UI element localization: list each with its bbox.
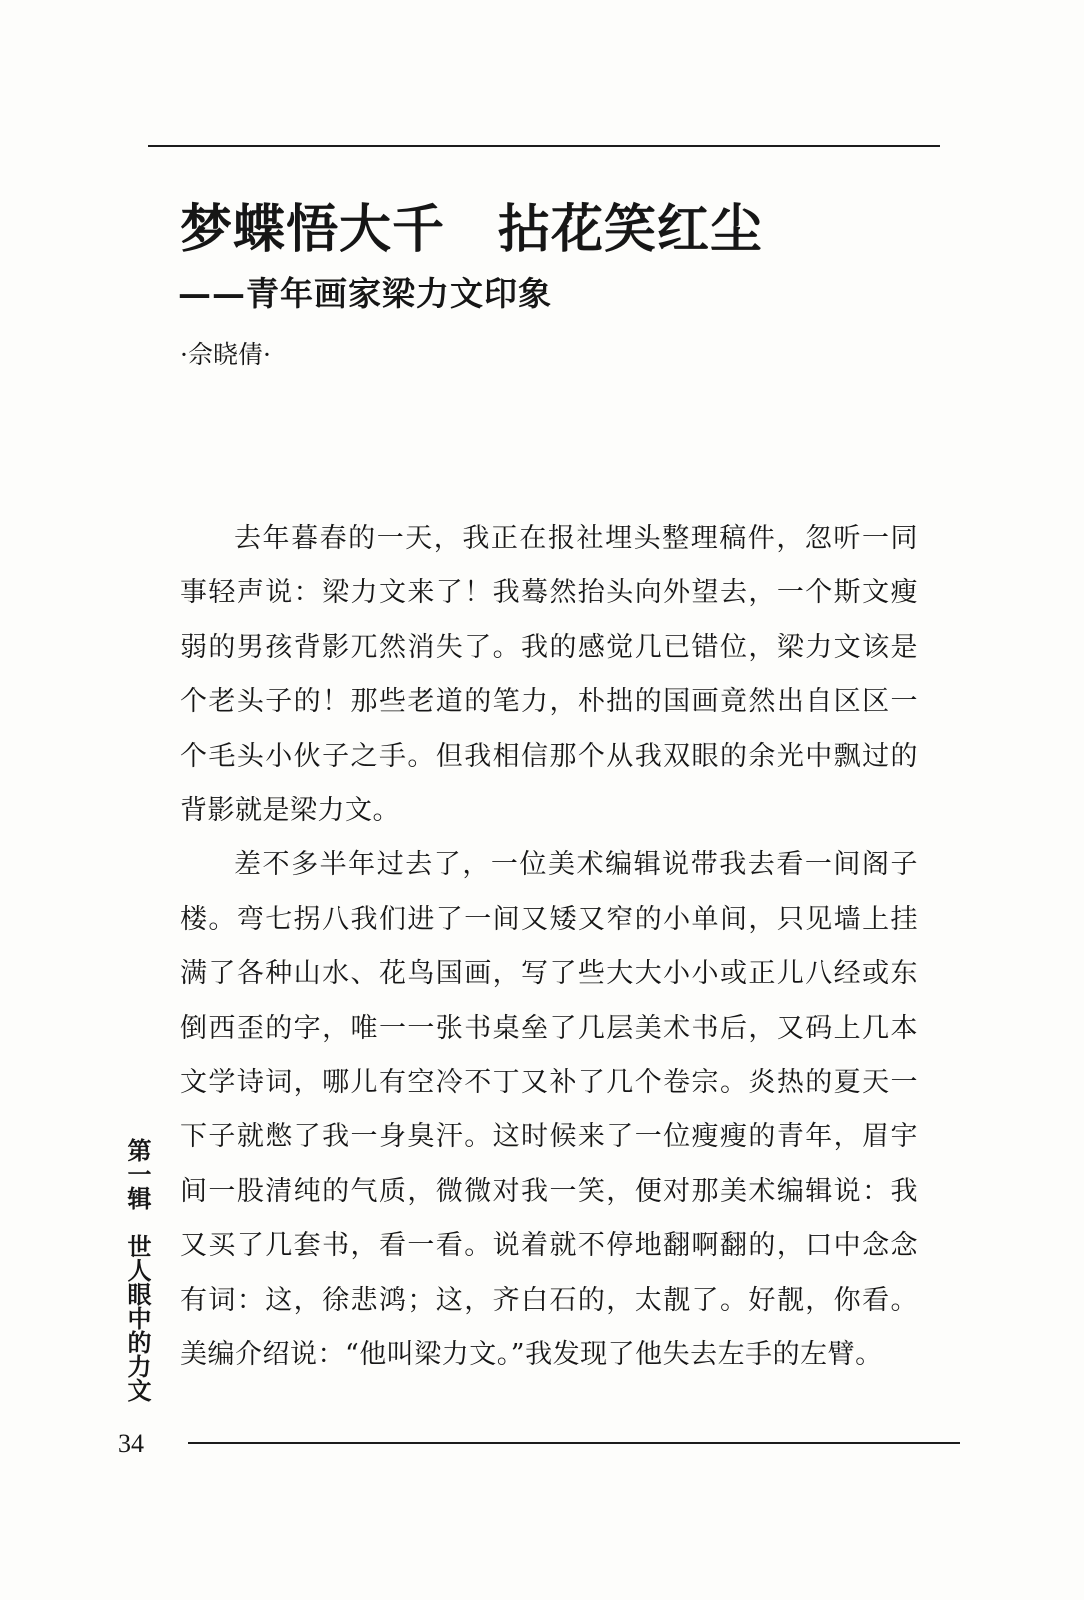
article-title: 梦蝶悟大千 拈花笑红尘 xyxy=(180,200,764,260)
article-author: ·佘晓倩· xyxy=(180,340,271,369)
article-subtitle: ——青年画家梁力文印象 xyxy=(178,274,552,313)
section-label: 第一辑 世人眼中的力文 xyxy=(123,1138,151,1402)
page-number: 34 xyxy=(118,1429,144,1458)
article-body xyxy=(180,512,918,1383)
top-rule xyxy=(148,145,940,147)
bottom-rule xyxy=(188,1442,960,1444)
paragraph-1: 去年暮春的一天，我正在报社埋头整理稿件，忽听一同事轻声说：梁力文来了！我蓦然抬头向外望去，一个斯文瘦弱的男孩背影兀然消失了。我的感觉几已错位，梁力文该是个老头子的！那些老道的笔力，朴拙的国画竟然出自区区一个毛头小伙子之手。但我相信那个从我双眼的余光中飘过的背影就是梁力文。 xyxy=(180,523,918,827)
paragraph-2: 差不多半年过去了，一位美术编辑说带我去看一间阁子楼。弯七拐八我们进了一间又矮又窄的小单间，只见墙上挂满了各种山水、花鸟国画，写了些大大小小或正儿八经或东倒西歪的字，唯一一张书桌垒了几层美术书后，又码上几本文学诗词，哪儿有空冷不丁又补了几个卷宗。炎热的夏天一下子就憋了我一身臭汗。这时候来了一位瘦瘦的青年，眉宇间一股清纯的气质，微微对我一笑，便对那美术编辑说：我又买了几套书，看一看。说着就不停地翻啊翻的，口中念念有词：这，徐悲鸿；这，齐白石的，太靓了。好靓，你看。美编介绍说：“他叫梁力文。”我发现了他失去左手的左臂。 xyxy=(180,849,918,1371)
